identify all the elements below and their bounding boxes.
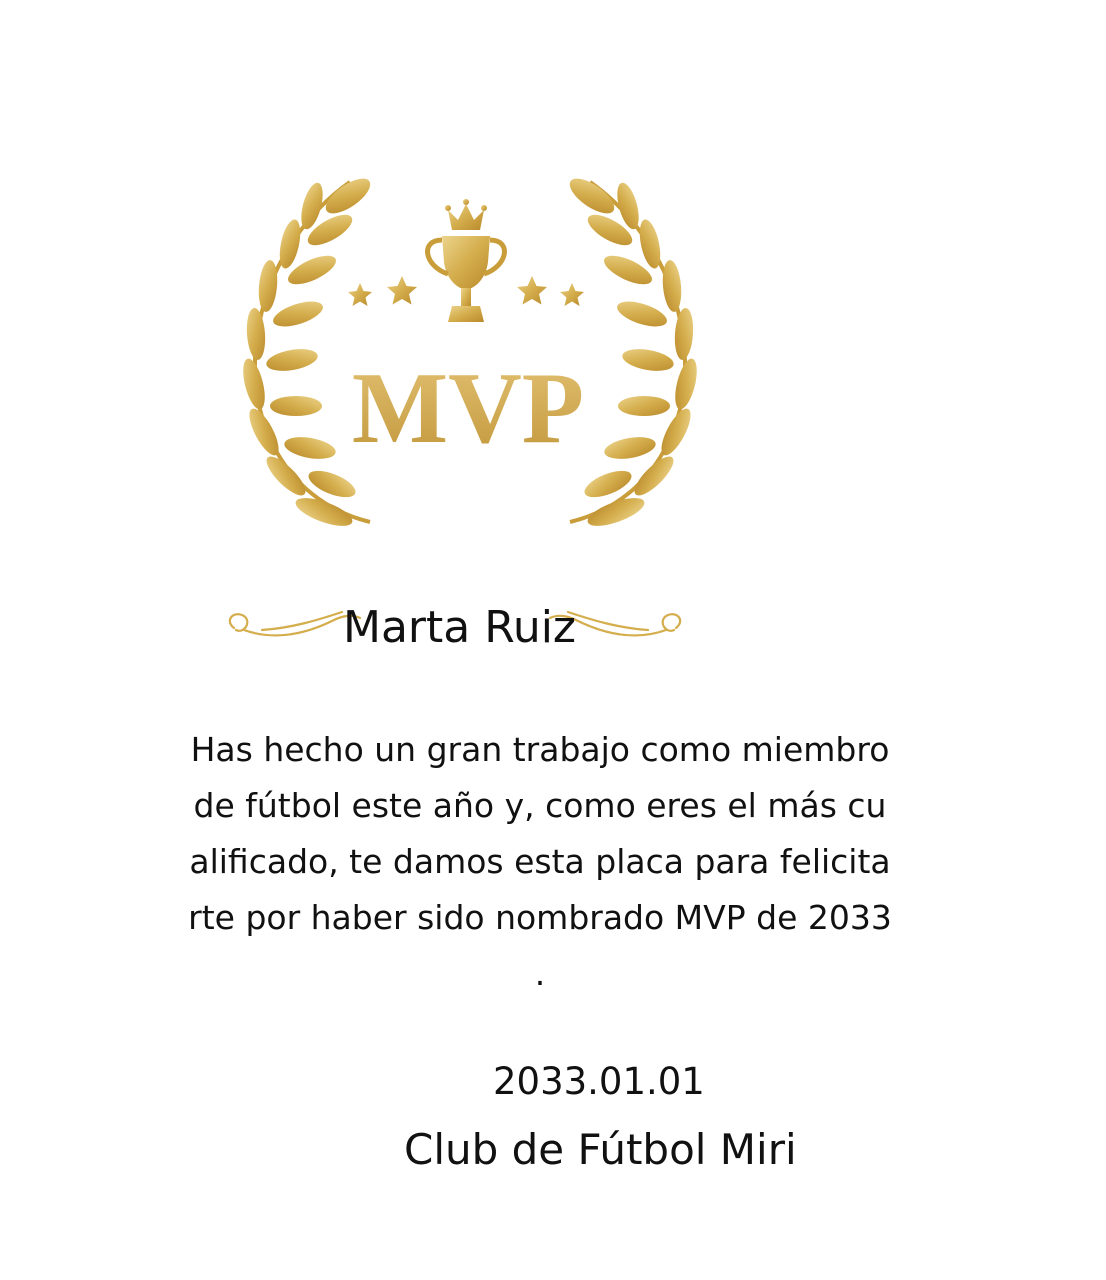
issuer-name: Club de Fútbol Miri bbox=[404, 1125, 797, 1174]
mvp-emblem bbox=[220, 170, 720, 540]
trophy-icon bbox=[428, 236, 505, 322]
flourish-left-icon bbox=[222, 606, 362, 648]
message-line: . bbox=[534, 954, 546, 993]
recipient-name: Marta Ruiz bbox=[343, 602, 577, 653]
mvp-wordmark: MVP bbox=[351, 352, 585, 465]
award-date: 2033.01.01 bbox=[493, 1060, 705, 1103]
crown-icon bbox=[445, 199, 487, 230]
message-line: alificado, te damos esta placa para felicita bbox=[189, 842, 891, 881]
message-line: rte por haber sido nombrado MVP de 2033 bbox=[188, 898, 892, 937]
laurel-right-icon bbox=[564, 172, 701, 532]
message-line: Has hecho un gran trabajo como miembro bbox=[190, 730, 890, 769]
award-message bbox=[170, 722, 910, 1002]
message-line: de fútbol este año y, como eres el más cu bbox=[193, 786, 887, 825]
